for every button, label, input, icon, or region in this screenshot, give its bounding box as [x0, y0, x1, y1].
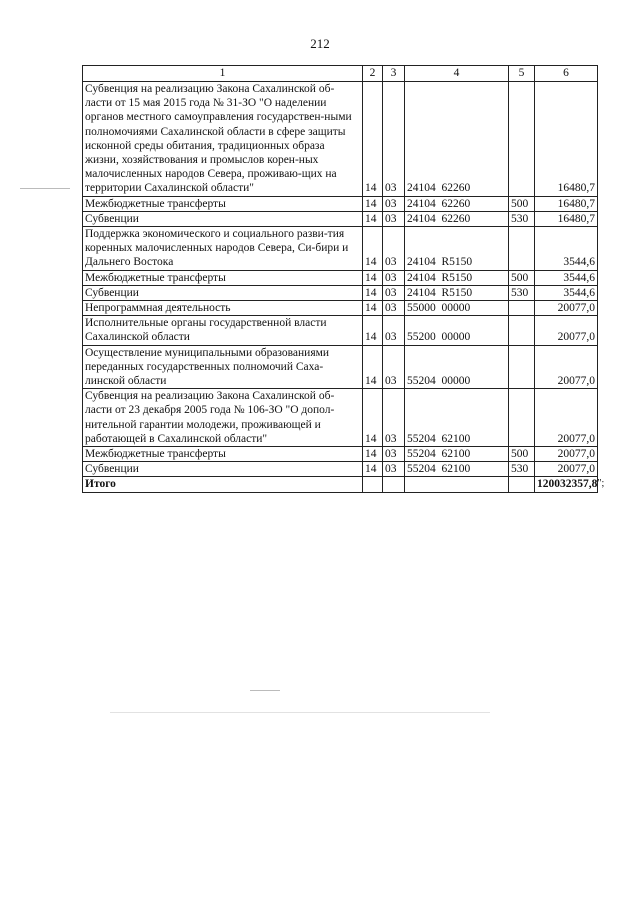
row-name: Межбюджетные трансферты [85, 271, 226, 284]
subsection-code: 03 [385, 448, 397, 461]
expense-type-code: 500 [511, 271, 529, 284]
table-row [83, 270, 598, 285]
table-row [83, 462, 598, 477]
section-code: 14 [365, 448, 377, 461]
section-code: 14 [365, 432, 377, 445]
row-name-cell [83, 196, 363, 211]
subsection-code: 03 [385, 432, 397, 445]
target-article-code-cell [405, 270, 509, 285]
subsection-code: 03 [385, 286, 397, 299]
section-code: 14 [365, 212, 377, 225]
amount-cell [535, 82, 598, 197]
expense-type-code-cell [509, 196, 535, 211]
row-name-cell [83, 285, 363, 300]
amount: 20077,0 [557, 448, 595, 461]
expense-type-code: 530 [511, 212, 529, 225]
subsection-code-cell [383, 196, 405, 211]
row-name: Межбюджетные трансферты [85, 197, 226, 210]
scan-speck [110, 712, 490, 713]
target-article-code: 24104 R5150 [407, 286, 473, 299]
subsection-code: 03 [385, 256, 397, 269]
target-article-code: 55204 62100 [407, 463, 471, 476]
amount: 20077,0 [557, 463, 595, 476]
amount-cell [535, 270, 598, 285]
subsection-code: 03 [385, 197, 397, 210]
section-code-cell [363, 447, 383, 462]
closing-quote: "; [597, 478, 605, 490]
row-name: Субвенции [85, 286, 139, 299]
expense-type-code-cell [509, 345, 535, 389]
target-article-code-cell [405, 447, 509, 462]
row-name: Субвенция на реализацию Закона Сахалинской об-ласти от 23 декабря 2005 года № 106-ЗО "О допол-нительной гарантии молодежи, проживающей и работающей в Сахалинской области" [85, 390, 335, 445]
row-name-cell [83, 389, 363, 447]
column-header: 4 [405, 66, 509, 82]
subsection-code: 03 [385, 375, 397, 388]
total-amount-cell [535, 477, 605, 492]
row-name-cell [83, 270, 363, 285]
subsection-code-cell [383, 316, 405, 345]
expense-type-code-cell [509, 447, 535, 462]
total-amount: 120032357,8 [537, 478, 598, 491]
expense-type-code-cell [509, 301, 535, 316]
subsection-code-cell [383, 301, 405, 316]
subsection-code-cell [383, 285, 405, 300]
amount-cell [535, 389, 598, 447]
total-row [83, 477, 598, 492]
row-name: Субвенция на реализацию Закона Сахалинской об-ласти от 15 мая 2015 года № 31-ЗО "О наделении органов местного самоуправления государствен-ными полномочиями Сахалинской области в сфере защиты исконной среды обитания, традиционных образа жизни, хозяйствования и промыслов корен-ных малочисленных народов Севера, проживаю-щих на территории Сахалинской области" [85, 83, 352, 195]
target-article-code-cell [405, 316, 509, 345]
amount-cell [535, 301, 598, 316]
table-row [83, 389, 598, 447]
expense-type-code: 500 [511, 448, 529, 461]
empty-cell [363, 477, 383, 492]
empty-cell [405, 477, 509, 492]
table-body [83, 82, 598, 477]
row-name-cell [83, 211, 363, 226]
target-article-code: 55000 00000 [407, 302, 471, 315]
target-article-code-cell [405, 82, 509, 197]
amount-cell [535, 285, 598, 300]
expense-type-code-cell [509, 270, 535, 285]
column-header: 2 [363, 66, 383, 82]
subsection-code-cell [383, 211, 405, 226]
expense-type-code-cell [509, 227, 535, 271]
table-row [83, 345, 598, 389]
section-code-cell [363, 211, 383, 226]
row-name-cell [83, 345, 363, 389]
section-code-cell [363, 82, 383, 197]
target-article-code-cell [405, 345, 509, 389]
amount: 3544,6 [563, 271, 595, 284]
row-name-cell [83, 462, 363, 477]
target-article-code: 55200 00000 [407, 331, 471, 344]
row-name-cell [83, 316, 363, 345]
subsection-code: 03 [385, 302, 397, 315]
subsection-code: 03 [385, 463, 397, 476]
amount: 20077,0 [557, 302, 595, 315]
amount: 20077,0 [557, 331, 595, 344]
row-name: Субвенции [85, 212, 139, 225]
row-name: Непрограммная деятельность [85, 302, 231, 315]
amount-cell [535, 211, 598, 226]
column-header: 5 [509, 66, 535, 82]
amount-cell [535, 227, 598, 271]
target-article-code: 24104 62260 [407, 182, 471, 195]
target-article-code-cell [405, 462, 509, 477]
section-code-cell [363, 345, 383, 389]
target-article-code-cell [405, 285, 509, 300]
empty-cell [509, 477, 535, 492]
total-label: Итого [83, 477, 363, 492]
table-row [83, 447, 598, 462]
section-code-cell [363, 285, 383, 300]
section-code: 14 [365, 197, 377, 210]
row-name: Поддержка экономического и социального разви-тия коренных малочисленных народов Севера, Си-бири и Дальнего Востока [85, 228, 349, 269]
section-code: 14 [365, 256, 377, 269]
subsection-code-cell [383, 447, 405, 462]
column-header: 1 [83, 66, 363, 82]
section-code-cell [363, 227, 383, 271]
subsection-code-cell [383, 462, 405, 477]
target-article-code-cell [405, 301, 509, 316]
target-article-code: 24104 R5150 [407, 271, 473, 284]
amount-cell [535, 196, 598, 211]
section-code: 14 [365, 271, 377, 284]
target-article-code-cell [405, 389, 509, 447]
section-code: 14 [365, 463, 377, 476]
section-code: 14 [365, 331, 377, 344]
scan-speck [20, 188, 70, 189]
table-row [83, 211, 598, 226]
target-article-code: 24104 R5150 [407, 256, 473, 269]
subsection-code-cell [383, 345, 405, 389]
subsection-code: 03 [385, 182, 397, 195]
amount-cell [535, 345, 598, 389]
amount: 3544,6 [563, 256, 595, 269]
row-name-cell [83, 227, 363, 271]
section-code-cell [363, 389, 383, 447]
section-code-cell [363, 196, 383, 211]
section-code-cell [363, 462, 383, 477]
target-article-code: 55204 00000 [407, 375, 471, 388]
page-number: 212 [310, 36, 330, 51]
column-header: 6 [535, 66, 598, 82]
column-header: 3 [383, 66, 405, 82]
amount-cell [535, 316, 598, 345]
row-name: Осуществление муниципальными образованиями переданных государственных полномочий Саха-линской области [85, 346, 330, 388]
target-article-code-cell [405, 227, 509, 271]
table-row [83, 227, 598, 271]
scan-speck [250, 690, 280, 691]
subsection-code: 03 [385, 271, 397, 284]
expense-type-code-cell [509, 316, 535, 345]
subsection-code-cell [383, 227, 405, 271]
subsection-code: 03 [385, 212, 397, 225]
subsection-code-cell [383, 82, 405, 197]
expense-type-code: 500 [511, 197, 529, 210]
amount: 16480,7 [557, 197, 595, 210]
subsection-code-cell [383, 270, 405, 285]
section-code-cell [363, 270, 383, 285]
header-row [83, 66, 598, 82]
empty-cell [383, 477, 405, 492]
row-name: Исполнительные органы государственной власти Сахалинской области [85, 317, 327, 344]
section-code-cell [363, 316, 383, 345]
amount: 16480,7 [557, 182, 595, 195]
amount-cell [535, 462, 598, 477]
amount: 20077,0 [557, 375, 595, 388]
row-name: Субвенции [85, 463, 139, 476]
target-article-code: 24104 62260 [407, 212, 471, 225]
row-name: Межбюджетные трансферты [85, 448, 226, 461]
amount: 16480,7 [557, 212, 595, 225]
target-article-code: 55204 62100 [407, 432, 471, 445]
table-row [83, 285, 598, 300]
expense-type-code: 530 [511, 286, 529, 299]
row-name-cell [83, 82, 363, 197]
table-row [83, 196, 598, 211]
row-name-cell [83, 301, 363, 316]
amount-cell [535, 447, 598, 462]
target-article-code: 24104 62260 [407, 197, 471, 210]
expense-type-code-cell [509, 462, 535, 477]
target-article-code-cell [405, 211, 509, 226]
expense-type-code-cell [509, 82, 535, 197]
section-code: 14 [365, 302, 377, 315]
expense-type-code-cell [509, 389, 535, 447]
section-code: 14 [365, 375, 377, 388]
section-code: 14 [365, 286, 377, 299]
expense-type-code: 530 [511, 463, 529, 476]
target-article-code-cell [405, 196, 509, 211]
section-code: 14 [365, 182, 377, 195]
subsection-code: 03 [385, 331, 397, 344]
amount: 20077,0 [557, 432, 595, 445]
row-name-cell [83, 447, 363, 462]
amount: 3544,6 [563, 286, 595, 299]
table-row [83, 301, 598, 316]
subsection-code-cell [383, 389, 405, 447]
budget-table [82, 65, 605, 493]
expense-type-code-cell [509, 285, 535, 300]
section-code-cell [363, 301, 383, 316]
target-article-code: 55204 62100 [407, 448, 471, 461]
expense-type-code-cell [509, 211, 535, 226]
table-row [83, 316, 598, 345]
table-row [83, 82, 598, 197]
